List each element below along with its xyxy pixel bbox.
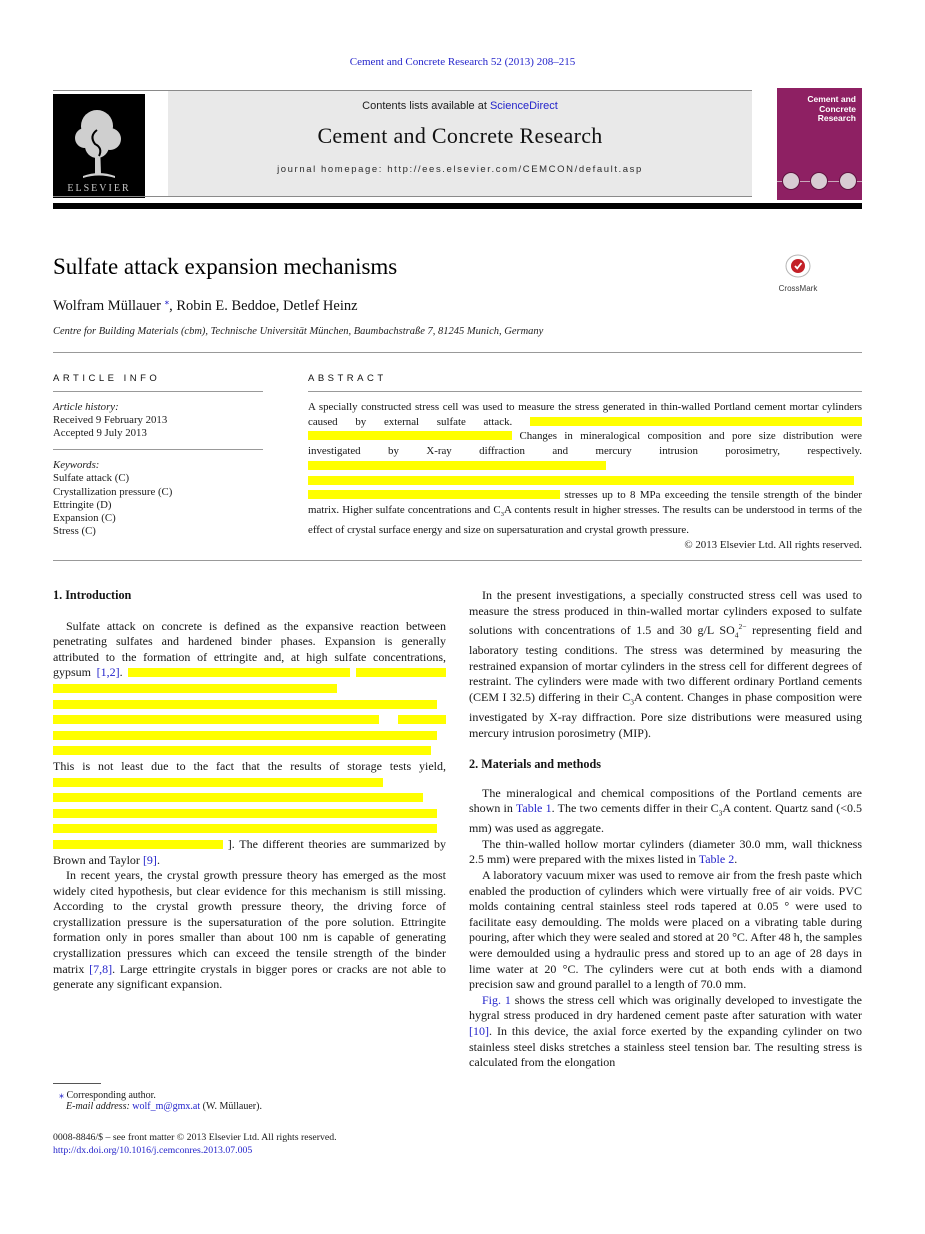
cover-title <box>777 88 862 124</box>
copyright-line: © 2013 Elsevier Ltd. All rights reserved. <box>684 538 862 551</box>
keyword-item: Crystallization pressure (C) <box>53 485 173 498</box>
divider <box>53 449 263 450</box>
highlight-redaction <box>53 715 379 724</box>
highlight-redaction <box>53 746 431 755</box>
email-label: E-mail address: <box>66 1101 130 1112</box>
footnote-divider <box>53 1083 101 1084</box>
journal-header <box>168 91 752 196</box>
footnote-marker[interactable]: ⁎ <box>164 296 170 306</box>
highlight-redaction <box>53 731 437 740</box>
doi-link[interactable]: http://dx.doi.org/10.1016/j.cemconres.2013.07.005 <box>53 1145 253 1156</box>
highlight-redaction <box>128 668 350 677</box>
methods-paragraph-1: The mineralogical and chemical compositions of the Portland cements are shown in Table 1. The two cements differ in their $C_3A$ content. Quartz sand (<0.5 mm) was used as aggregate. <box>469 785 863 836</box>
history-accepted: Accepted 9 July 2013 <box>53 427 147 440</box>
methods-paragraph-3: A laboratory vacuum mixer was used to remove air from the fresh paste which enabled the production of cylinders which were virtually free of air voids. PVC molds containing central stainless steel rods tapered at 0.05 ° were used to facilitate easy demoulding. The molds were placed on a vibrating table during pouring, after which they were sealed and stored at 20 °C. After 48 h, the samples were demoulded using a hydraulic press and stored up to an age of 28 days in lime water at 20 °C. The cylinders were cut at both ends with a diamond precision saw and ground parallel to a length of 70.0 mm. <box>469 868 862 992</box>
abstract-body-divider <box>53 560 862 561</box>
methods-paragraph-2: The thin-walled hollow mortar cylinders (diameter 30.0 mm, wall thickness 2.5 mm) were prepared with the mixes listed in Table 2. <box>469 836 862 867</box>
footnote-marker[interactable]: ⁎ <box>59 1090 64 1101</box>
journal-citation[interactable]: Cement and Concrete Research 52 (2013) 208–215 <box>349 56 576 68</box>
section-heading-materials-methods: 2. Materials and methods <box>469 757 602 772</box>
crossmark-badge[interactable] <box>772 254 824 293</box>
corresponding-author-text: Corresponding author. <box>66 1090 156 1101</box>
highlight-redaction <box>398 715 446 724</box>
email-link[interactable]: wolf_m@gmx.at <box>132 1101 201 1112</box>
cover-title-line: Cement and <box>807 94 856 104</box>
reference-link[interactable]: [7,8] <box>89 961 113 976</box>
reference-link[interactable]: [1,2] <box>96 665 120 680</box>
journal-cover-thumbnail[interactable] <box>777 88 862 200</box>
cover-micrograph-icon <box>810 172 828 190</box>
keyword-item: Expansion (C) <box>53 512 116 525</box>
intro-paragraph-1: Sulfate attack on concrete is defined as the expansive reaction between penetrating sulfates and hardened binder phases. Expansion is generally attributed to the formation of ettringite and, at high sulfate concentrations, gypsum [1,2]. This is not least due to the fact that the results of storage tests yield, ]. The different theories are summarized by Brown and Taylor [9]. <box>53 618 447 867</box>
affiliation-line: Centre for Building Materials (cbm), Technische Universität München, Baumbachstraße 7, 81245 Munich, Germany <box>53 326 544 337</box>
body-right-column <box>469 588 862 1071</box>
cover-micrograph-icon <box>839 172 857 190</box>
email-line <box>53 1101 446 1112</box>
contents-lists-line <box>168 91 752 112</box>
highlight-redaction <box>53 684 337 693</box>
reference-link[interactable]: [9] <box>142 852 157 867</box>
title-section-divider <box>53 352 862 353</box>
keywords-label: Keywords: <box>53 459 100 472</box>
keyword-item: Sulfate attack (C) <box>53 472 130 485</box>
keyword-item: Ettringite (D) <box>53 498 112 511</box>
cover-image-strip <box>777 172 862 190</box>
body-left-column <box>53 588 446 993</box>
crossmark-icon <box>785 254 811 278</box>
highlight-redaction <box>530 417 862 426</box>
highlight-redaction <box>53 840 223 849</box>
highlight-redaction <box>53 793 423 802</box>
reference-link[interactable]: Table 1 <box>515 801 552 816</box>
header-bottom-divider <box>53 196 752 197</box>
issn-copyright-line: 0008-8846/$ – see front matter © 2013 Elsevier Ltd. All rights reserved. <box>53 1132 337 1143</box>
contents-lists-text: Contents lists available at <box>362 100 490 112</box>
reference-link[interactable]: Fig. 1 <box>482 992 511 1007</box>
journal-homepage-link[interactable]: journal homepage: http://ees.elsevier.com/CEMCON/default.asp <box>277 164 643 175</box>
cover-micrograph-icon <box>782 172 800 190</box>
authors-line: Wolfram Müllauer ⁎, Robin E. Beddoe, Detlef Heinz <box>53 296 358 314</box>
divider <box>308 391 862 392</box>
section-heading-introduction: 1. Introduction <box>53 588 132 602</box>
journal-title: Cement and Concrete Research <box>317 123 603 148</box>
highlight-redaction <box>53 778 383 787</box>
keyword-item: Stress (C) <box>53 525 96 538</box>
imprint-block <box>53 1131 337 1157</box>
cover-title-line: Concrete <box>819 103 856 114</box>
highlight-redaction <box>308 490 560 499</box>
crossmark-label: CrossMark <box>778 284 818 293</box>
intro-paragraph-3: In the present investigations, a specially constructed stress cell was used to measure the stress produced in thin-walled mortar cylinders exposed to sulfate solutions with concentrations of 1.5 and 30 g/L $SO_4^{2-}$ representing field and laboratory testing conditions. The stress was determined by measuring the restrained expansion of mortar cylinders in the stress cell for different degrees of restraint. The cylinders were made with two different ordinary Portland cements (CEM I 32.5) differing in their $C_3A$ content. Changes in phase composition were investigated by X-ray diffraction. Pore size distributions were measured using mercury intrusion porosimetry (MIP). <box>469 588 863 740</box>
methods-paragraph-4: Fig. 1 shows the stress cell which was originally developed to investigate the hygral stress produced in dry hardened cement paste after saturation with water [10]. In this device, the axial force exerted by the expanding cylinder on two stainless steel disks stretches a stainless steel tension bar. The resulting stress is calculated from the elongation <box>469 992 862 1070</box>
article-history-label: Article history: <box>53 401 119 413</box>
email-suffix: (W. Müllauer). <box>200 1101 262 1112</box>
highlight-redaction <box>53 824 437 833</box>
reference-link[interactable]: [10] <box>469 1024 489 1039</box>
history-received: Received 9 February 2013 <box>53 414 168 426</box>
highlight-redaction <box>308 461 606 470</box>
article-title: Sulfate attack expansion mechanisms <box>53 254 398 279</box>
abstract-section <box>308 373 862 551</box>
corresponding-author-note <box>53 1090 446 1101</box>
sciencedirect-link[interactable]: ScienceDirect <box>489 100 558 112</box>
highlight-redaction <box>53 700 437 709</box>
divider <box>53 391 263 392</box>
reference-link[interactable]: Table 2 <box>698 852 735 867</box>
footnote-block <box>53 1083 446 1112</box>
cover-title-line: Research <box>817 113 856 123</box>
highlight-redaction <box>356 668 446 677</box>
highlight-redaction <box>308 431 512 440</box>
elsevier-tree-icon <box>53 94 145 198</box>
header-black-bar <box>53 203 862 209</box>
svg-text:ELSEVIER: ELSEVIER <box>67 183 131 194</box>
highlight-redaction <box>53 809 437 818</box>
abstract-heading: ABSTRACT <box>308 373 387 384</box>
article-info-heading: ARTICLE INFO <box>53 373 161 384</box>
elsevier-logo[interactable] <box>53 94 145 198</box>
article-info-section <box>53 373 263 538</box>
highlight-redaction <box>308 476 854 485</box>
abstract-text: A specially constructed stress cell was used to measure the stress generated in thin-walled Portland cement mortar cylinders caused by external sulfate attack. Changes in mineralogical composition and pore size distribution were investigated by X-ray diffraction and mercury intrusion porosimetry, respectively. stresses up to 8 MPa exceeding the tensile strength of the binder matrix. Higher sulfate concentrations and $C_3A$ contents result in higher stresses. The results can be understood in terms of the effect of crystal surface energy and size on supersaturation and crystal growth pressure. <box>308 401 862 536</box>
intro-paragraph-2: In recent years, the crystal growth pressure theory has emerged as the most widely cited hypothesis, but clear evidence for this mechanism is still missing. According to the crystal growth pressure theory, the driving force of crystallization pressure is the supersaturation of the pore solution. Ettringite formation only in pores smaller than about 100 nm is capable of generating crystallization pressures which can exceed the tensile strength of the binder matrix [7,8]. Large ettringite crystals in bigger pores or cracks are not able to generate any significant expansion. <box>53 868 446 992</box>
